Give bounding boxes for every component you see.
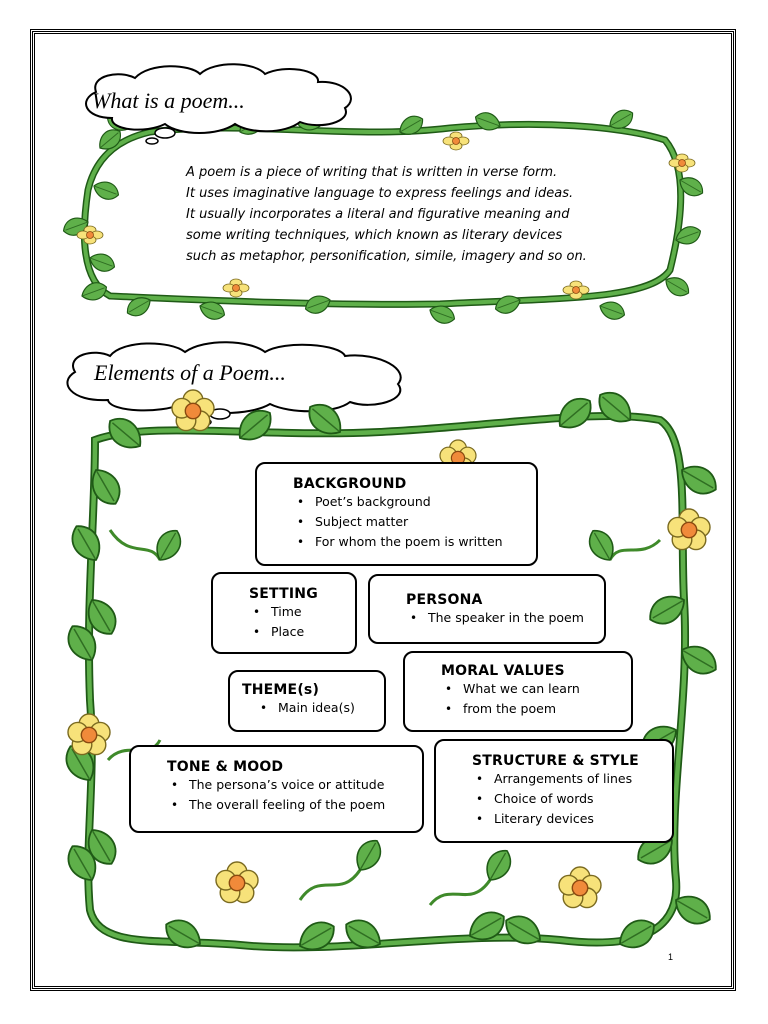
definition-line: It uses imaginative language to express feelings and ideas. bbox=[186, 186, 574, 201]
element-title: SETTING bbox=[249, 586, 318, 602]
element-title: MORAL VALUES bbox=[441, 663, 565, 679]
element-item: • Place bbox=[249, 622, 355, 642]
element-box-structure-style bbox=[434, 739, 674, 843]
poem-definition-text bbox=[186, 162, 646, 267]
element-item: • Time bbox=[249, 602, 355, 622]
element-title: PERSONA bbox=[406, 592, 483, 608]
element-box-background bbox=[255, 462, 538, 566]
element-box-moral-values bbox=[403, 651, 633, 732]
page-number: 1 bbox=[668, 952, 674, 962]
element-title: BACKGROUND bbox=[293, 476, 407, 492]
element-item-continued bbox=[441, 699, 631, 719]
item-continuation: from the poem bbox=[463, 701, 556, 716]
element-box-theme bbox=[228, 670, 386, 732]
definition-line: A poem is a piece of writing that is written in verse form. bbox=[186, 165, 558, 180]
element-box-persona bbox=[368, 574, 606, 644]
element-title: TONE & MOOD bbox=[167, 759, 284, 775]
element-item: • Poet’s background bbox=[293, 492, 536, 512]
element-item: • Main idea(s) bbox=[256, 698, 384, 718]
element-item: • Choice of words bbox=[472, 789, 672, 809]
element-title: THEME(s) bbox=[242, 682, 320, 698]
element-item: • What we can learn bbox=[441, 679, 631, 699]
element-item: • For whom the poem is written bbox=[293, 532, 536, 552]
element-item: • Subject matter bbox=[293, 512, 536, 532]
element-item: • The speaker in the poem bbox=[406, 608, 604, 628]
definition-line: some writing techniques, which known as literary devices bbox=[186, 228, 563, 243]
element-box-setting bbox=[211, 572, 357, 654]
element-item: • The overall feeling of the poem bbox=[167, 795, 422, 815]
definition-line: It usually incorporates a literal and figurative meaning and bbox=[186, 207, 570, 222]
element-item: • The persona’s voice or attitude bbox=[167, 775, 422, 795]
section-title-what-is-a-poem: What is a poem... bbox=[92, 88, 245, 113]
element-box-tone-mood bbox=[129, 745, 424, 833]
element-item: • Literary devices bbox=[472, 809, 672, 829]
definition-line: such as metaphor, personification, simile, imagery and so on. bbox=[186, 249, 587, 264]
element-title: STRUCTURE & STYLE bbox=[472, 753, 639, 769]
section-title-elements-of-a-poem: Elements of a Poem... bbox=[94, 360, 286, 385]
element-item: • Arrangements of lines bbox=[472, 769, 672, 789]
